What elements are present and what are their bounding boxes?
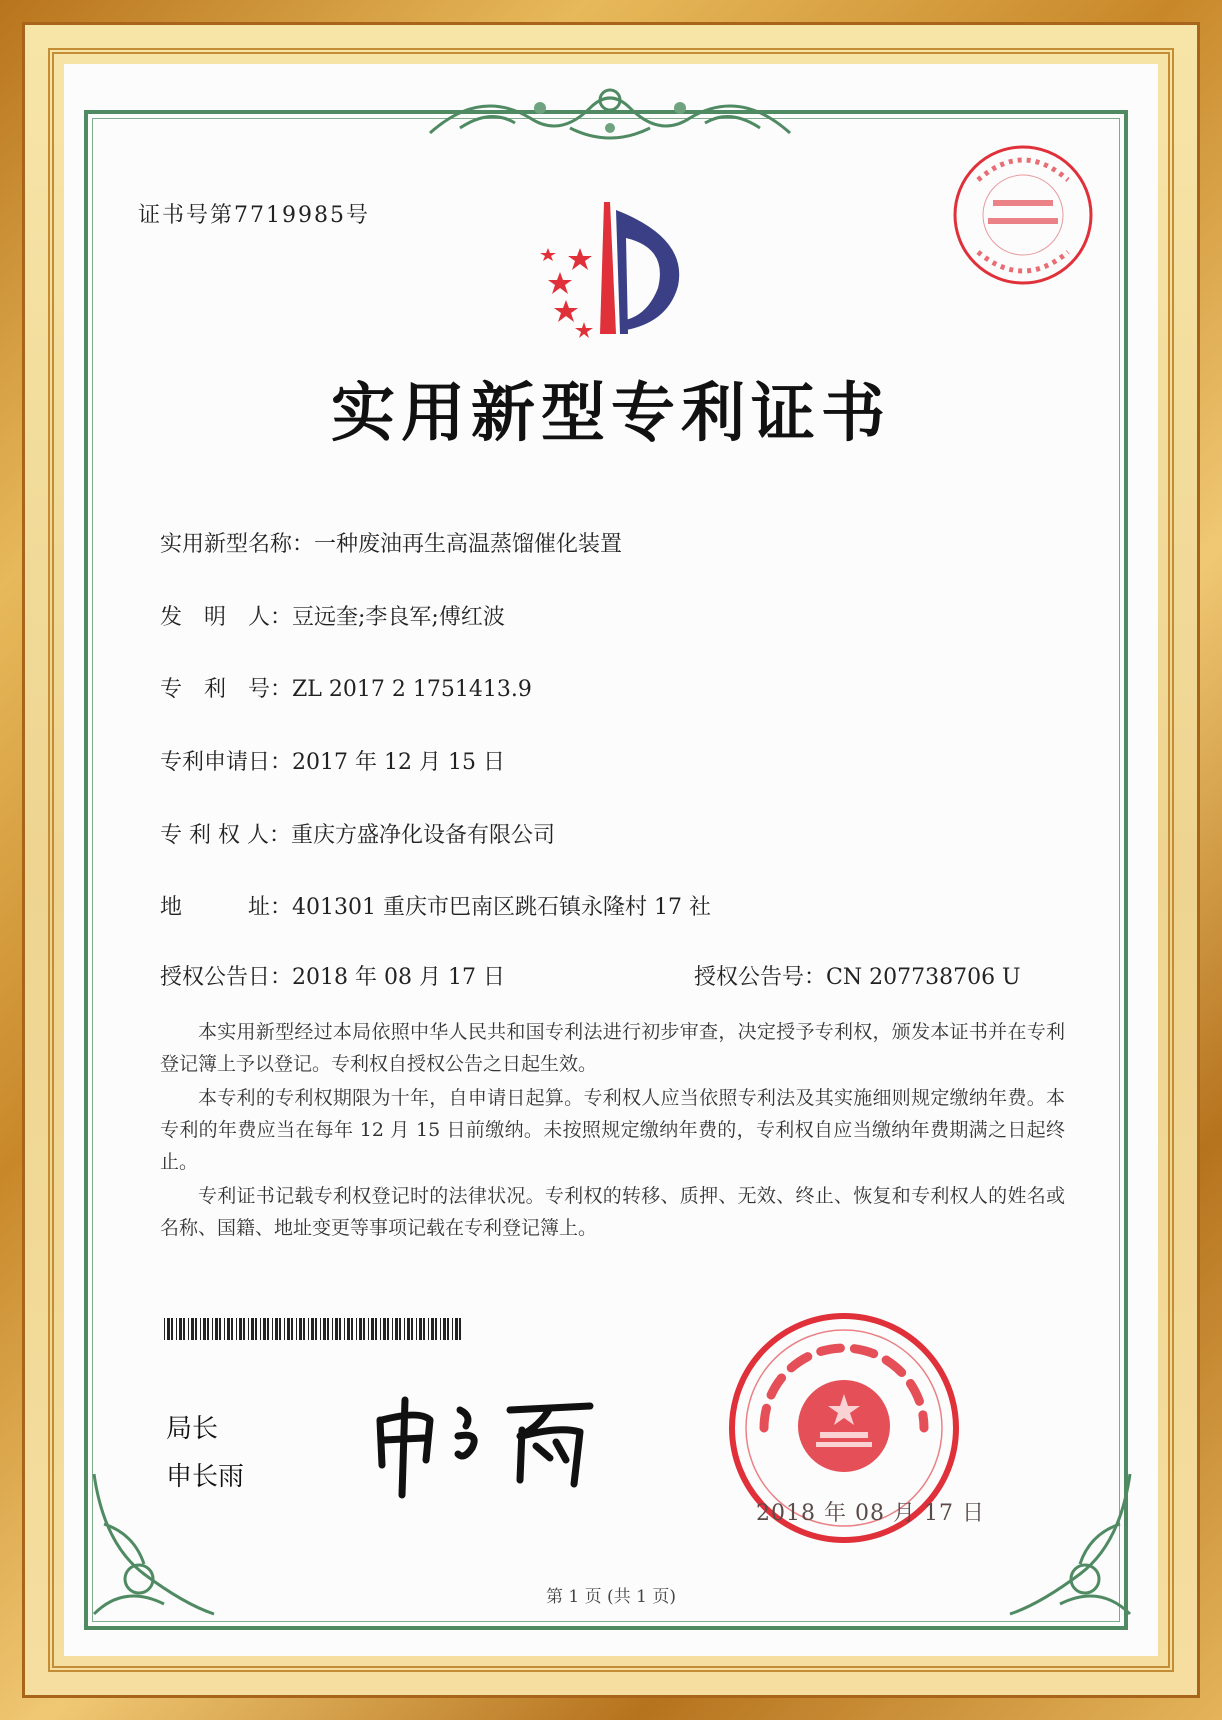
field-label: 地 址： [160, 895, 293, 920]
field-publication-number [694, 960, 1021, 991]
agency-seal-icon [948, 140, 1098, 290]
field-patentee [160, 818, 555, 849]
certificate-number: 证书号第7719985号 [138, 203, 370, 228]
field-value: 一种废油再生高温蒸馏催化装置 [314, 532, 623, 557]
field-label: 专利申请日： [160, 750, 293, 775]
body-paragraph: 本实用新型经过本局依照中华人民共和国专利法进行初步审查，决定授予专利权，颁发本证书并在专利登记簿上予以登记。专利权自授权公告之日起生效。 [160, 1021, 1065, 1075]
field-utility-model-name [160, 527, 622, 558]
barcode-icon [164, 1318, 466, 1340]
field-label: 授权公告日： [160, 965, 293, 990]
certificate-body [160, 1016, 1065, 1246]
field-label: 实用新型名称： [160, 532, 315, 557]
seal-date: 2018 年 08 月 17 日 [756, 1501, 985, 1526]
field-inventor [160, 600, 505, 631]
field-value: 401301 重庆市巴南区跳石镇永隆村 17 社 [292, 895, 711, 920]
field-value: 2018 年 08 月 17 日 [292, 965, 505, 990]
top-ornament-icon [420, 78, 800, 148]
body-paragraph: 专利证书记载专利权登记时的法律状况。专利权的转移、质押、无效、终止、恢复和专利权人的姓名或名称、国籍、地址变更等事项记载在专利登记簿上。 [160, 1185, 1065, 1239]
field-patent-number [160, 672, 532, 703]
field-label: 专 利 权 人： [160, 823, 291, 848]
patent-office-logo-icon [518, 198, 698, 340]
field-grant-date [160, 960, 505, 991]
field-value: 2017 年 12 月 15 日 [292, 750, 505, 775]
field-value: 豆远奎;李良军;傅红波 [292, 605, 505, 630]
page-number: 第 1 页 (共 1 页) [546, 1587, 676, 1607]
body-paragraph: 本专利的专利权期限为十年，自申请日起算。专利权人应当依照专利法及其实施细则规定缴纳年费。本专利的年费应当在每年 12 月 15 日前缴纳。未按照规定缴纳年费的，专利权自应当缴纳年费期满之日起终止。 [160, 1087, 1065, 1173]
field-filing-date [160, 745, 505, 776]
director-name: 申长雨 [166, 1462, 245, 1492]
director-signature-icon [360, 1380, 620, 1500]
field-value: CN 207738706 U [826, 965, 1021, 990]
field-value: ZL 2017 2 1751413.9 [292, 677, 532, 702]
field-label: 授权公告号： [694, 965, 827, 990]
field-address [160, 890, 711, 921]
field-value: 重庆方盛净化设备有限公司 [290, 823, 555, 848]
director-title: 局长 [166, 1414, 219, 1444]
field-label: 专 利 号： [160, 677, 293, 702]
page-title: 实用新型专利证书 [331, 376, 891, 451]
field-label: 发 明 人： [160, 605, 293, 630]
